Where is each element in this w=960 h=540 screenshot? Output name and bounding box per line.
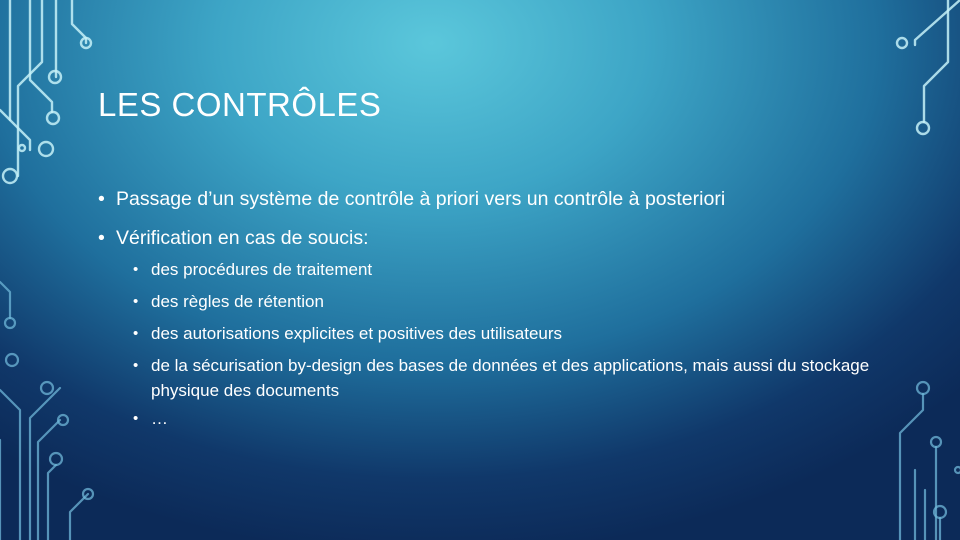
sub-bullet-text: de la sécurisation by-design des bases de données et des applications, mais aussi du stockage physique des documents xyxy=(151,356,870,400)
sub-bullet-item xyxy=(133,289,898,314)
bullet-dot: • xyxy=(133,261,139,278)
bullet-dot: • xyxy=(133,357,139,374)
sub-bullet-text: des autorisations explicites et positives des utilisateurs xyxy=(151,324,563,343)
sub-bullet-item xyxy=(133,257,898,282)
bullet-list xyxy=(98,178,898,438)
sub-bullet-list xyxy=(133,257,898,431)
bullet-item xyxy=(98,187,898,211)
bullet-text: Vérification en cas de soucis: xyxy=(116,227,369,249)
bullet-dot: • xyxy=(98,227,105,249)
bullet-dot: • xyxy=(133,293,139,310)
sub-bullet-item xyxy=(133,353,898,403)
sub-bullet-item xyxy=(133,406,898,431)
sub-bullet-text: des procédures de traitement xyxy=(151,260,373,279)
sub-bullet-text: des règles de rétention xyxy=(151,292,324,311)
bullet-dot: • xyxy=(98,188,105,210)
sub-bullet-text: … xyxy=(151,409,168,428)
bullet-dot: • xyxy=(133,410,139,427)
bullet-item xyxy=(98,226,898,250)
slide-title: LES CONTRÔLES xyxy=(98,86,382,123)
bullet-dot: • xyxy=(133,325,139,342)
bullet-text: Passage d’un système de contrôle à priori vers un contrôle à posteriori xyxy=(116,188,726,210)
sub-bullet-item xyxy=(133,321,898,346)
